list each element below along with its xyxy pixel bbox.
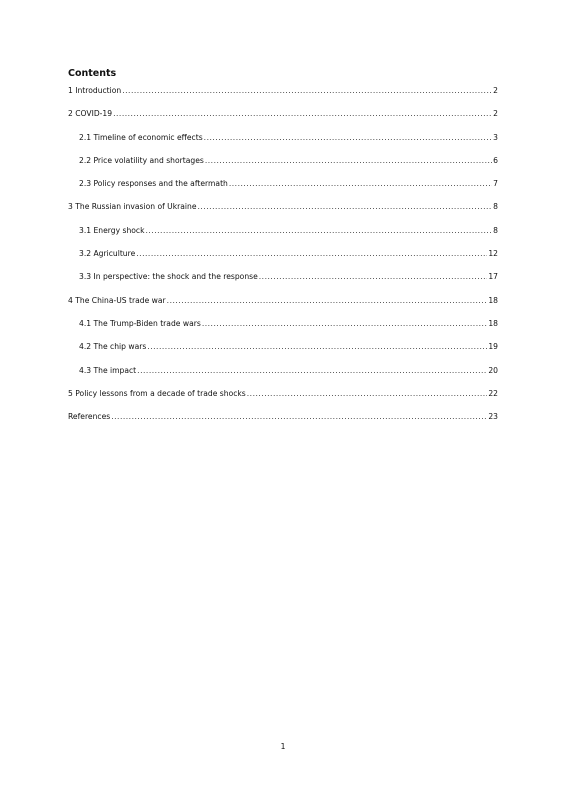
toc-entry-page: 2 xyxy=(493,109,498,119)
toc-entry-page: 20 xyxy=(488,365,498,375)
toc-entry-page: 3 xyxy=(493,132,498,142)
toc-dot-leader xyxy=(259,272,488,282)
toc-entry-price-volatility[interactable] xyxy=(68,156,498,179)
toc-entry-trump-biden-trade-wars[interactable] xyxy=(68,319,498,342)
toc-entry-title: 2.3 Policy responses and the aftermath xyxy=(79,179,228,189)
toc-entry-title: 3.2 Agriculture xyxy=(79,249,136,259)
toc-entry-energy-shock[interactable] xyxy=(68,226,498,249)
toc-entry-title: 4.1 The Trump-Biden trade wars xyxy=(79,318,201,328)
toc-entry-title: 1 Introduction xyxy=(68,86,122,95)
toc-dot-leader xyxy=(111,412,487,422)
toc-entry-agriculture[interactable] xyxy=(68,249,498,272)
toc-dot-leader xyxy=(145,226,492,236)
toc-entry-china-us-trade-war[interactable] xyxy=(68,296,498,319)
toc-entry-page: 19 xyxy=(488,342,498,352)
toc-entry-title: 4.2 The chip wars xyxy=(79,342,147,352)
toc-entry-page: 22 xyxy=(488,388,498,398)
toc-entry-page: 8 xyxy=(493,202,498,212)
toc-dot-leader xyxy=(247,389,488,399)
toc-dot-leader xyxy=(205,156,492,166)
toc-entry-page: 17 xyxy=(488,272,498,282)
toc-entry-title: 2.2 Price volatility and shortages xyxy=(79,155,204,165)
toc-dot-leader xyxy=(137,366,487,376)
toc-entry-title: 3.1 Energy shock xyxy=(79,225,145,235)
toc-entry-title: 5 Policy lessons from a decade of trade shocks xyxy=(68,388,246,398)
toc-dot-leader xyxy=(122,86,492,96)
page-number: 1 xyxy=(280,742,286,751)
toc-entry-the-impact[interactable] xyxy=(68,366,498,389)
toc-entry-title: 4 The China-US trade war xyxy=(68,295,166,305)
toc-dot-leader xyxy=(136,249,487,259)
toc-entry-title: 2 COVID-19 xyxy=(68,109,113,119)
toc-entry-title: 2.1 Timeline of economic effects xyxy=(79,132,203,142)
toc-entry-page: 7 xyxy=(493,179,498,189)
toc-dot-leader xyxy=(202,319,488,329)
toc-dot-leader xyxy=(167,296,488,306)
toc-entry-title: 3.3 In perspective: the shock and the response xyxy=(79,272,258,282)
table-of-contents xyxy=(68,86,498,435)
toc-entry-russian-invasion[interactable] xyxy=(68,202,498,225)
toc-entry-policy-lessons[interactable] xyxy=(68,389,498,412)
toc-entry-page: 12 xyxy=(488,249,498,259)
toc-entry-page: 18 xyxy=(488,295,498,305)
toc-entry-title: References xyxy=(68,412,111,422)
toc-dot-leader xyxy=(204,133,492,143)
toc-dot-leader xyxy=(198,202,493,212)
toc-entry-title: 4.3 The impact xyxy=(79,365,137,375)
toc-entry-page: 23 xyxy=(488,412,498,422)
toc-entry-title: 3 The Russian invasion of Ukraine xyxy=(68,202,197,212)
toc-entry-references[interactable] xyxy=(68,412,498,435)
toc-heading: Contents xyxy=(68,68,117,79)
toc-entry-timeline-economic-effects[interactable] xyxy=(68,133,498,156)
toc-entry-chip-wars[interactable] xyxy=(68,342,498,365)
toc-entry-in-perspective[interactable] xyxy=(68,272,498,295)
toc-dot-leader xyxy=(113,109,492,119)
toc-entry-policy-responses[interactable] xyxy=(68,179,498,202)
toc-entry-page: 2 xyxy=(493,86,498,95)
toc-entry-introduction[interactable] xyxy=(68,86,498,109)
toc-dot-leader xyxy=(229,179,492,189)
toc-entry-covid-19[interactable] xyxy=(68,109,498,132)
toc-entry-page: 6 xyxy=(493,155,498,165)
toc-dot-leader xyxy=(147,342,487,352)
toc-entry-page: 18 xyxy=(488,318,498,328)
toc-entry-page: 8 xyxy=(493,225,498,235)
